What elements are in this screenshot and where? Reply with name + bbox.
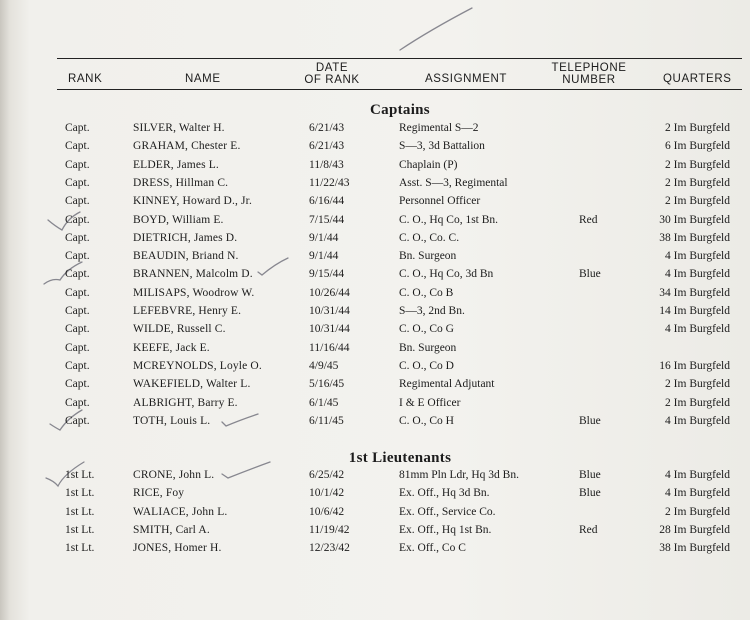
assignment-cell: Regimental S—2 bbox=[399, 122, 479, 134]
date-of-rank-cell: 11/22/43 bbox=[309, 176, 350, 189]
quarters-cell: 4 Im Burgfeld bbox=[665, 487, 730, 500]
date-of-rank-cell: 9/1/44 bbox=[309, 231, 339, 244]
assignment-cell: S—3, 3d Battalion bbox=[399, 140, 485, 153]
name-cell: SMITH, Carl A. bbox=[133, 523, 210, 536]
telephone-cell: Blue bbox=[579, 487, 601, 500]
section-title: Captains bbox=[370, 102, 430, 118]
date-of-rank-cell: 6/11/45 bbox=[309, 414, 344, 427]
assignment-cell: S—3, 2nd Bn. bbox=[399, 305, 465, 317]
header-bottom-rule bbox=[57, 89, 742, 90]
quarters-cell: 30 Im Burgfeld bbox=[659, 213, 730, 226]
assignment-cell: Asst. S—3, Regimental bbox=[399, 176, 508, 189]
rank-cell: 1st Lt. bbox=[65, 523, 95, 536]
rank-cell: Capt. bbox=[65, 176, 90, 189]
assignment-cell: Ex. Off., Service Co. bbox=[399, 505, 496, 518]
assignment-cell: Bn. Surgeon bbox=[399, 250, 457, 263]
assignment-cell: Ex. Off., Co C bbox=[399, 542, 466, 555]
assignment-cell: C. O., Hq Co, 1st Bn. bbox=[399, 213, 499, 226]
table-row bbox=[0, 232, 750, 250]
assignment-cell: C. O., Hq Co, 3d Bn bbox=[399, 268, 494, 281]
rank-cell: 1st Lt. bbox=[65, 469, 95, 481]
table-row bbox=[0, 177, 750, 195]
date-of-rank-cell: 6/25/42 bbox=[309, 469, 345, 481]
pencil-stroke-top bbox=[400, 8, 472, 50]
name-cell: MILISAPS, Woodrow W. bbox=[133, 286, 255, 299]
telephone-cell: Blue bbox=[579, 268, 601, 281]
table-row bbox=[0, 305, 750, 323]
table-row bbox=[0, 487, 750, 505]
table-row bbox=[0, 506, 750, 524]
date-of-rank-column-header: DATE OF RANK bbox=[304, 62, 360, 86]
table-row bbox=[0, 397, 750, 415]
assignment-cell: C. O., Co H bbox=[399, 414, 454, 427]
rank-cell: Capt. bbox=[65, 323, 90, 336]
table-row bbox=[0, 268, 750, 286]
header-top-rule bbox=[57, 58, 742, 59]
date-of-rank-cell: 6/1/45 bbox=[309, 396, 339, 409]
name-cell: TOTH, Louis L. bbox=[133, 414, 211, 427]
table-row bbox=[0, 360, 750, 378]
date-of-rank-cell: 10/31/44 bbox=[309, 323, 350, 336]
table-row bbox=[0, 469, 750, 487]
assignment-cell: C. O., Co B bbox=[399, 286, 454, 299]
rank-cell: 1st Lt. bbox=[65, 542, 95, 555]
rank-cell: Capt. bbox=[65, 341, 90, 354]
assignment-cell: Chaplain (P) bbox=[399, 158, 458, 171]
date-of-rank-cell: 6/21/43 bbox=[309, 140, 345, 153]
table-row bbox=[0, 214, 750, 232]
rank-cell: Capt. bbox=[65, 268, 90, 281]
quarters-cell: 28 Im Burgfeld bbox=[659, 523, 730, 536]
quarters-cell: 4 Im Burgfeld bbox=[665, 414, 730, 427]
name-cell: BRANNEN, Malcolm D. bbox=[133, 268, 253, 281]
quarters-cell: 14 Im Burgfeld bbox=[659, 305, 730, 317]
assignment-cell: Bn. Surgeon bbox=[399, 341, 457, 354]
assignment-column-header: ASSIGNMENT bbox=[425, 73, 508, 85]
assignment-cell: Ex. Off., Hq 3d Bn. bbox=[399, 487, 490, 500]
table-row bbox=[0, 342, 750, 360]
rank-cell: Capt. bbox=[65, 286, 90, 299]
date-of-rank-cell: 11/8/43 bbox=[309, 158, 344, 171]
rank-cell: Capt. bbox=[65, 122, 90, 134]
rank-cell: Capt. bbox=[65, 396, 90, 409]
rank-cell: Capt. bbox=[65, 213, 90, 226]
rank-cell: Capt. bbox=[65, 250, 90, 263]
name-cell: WALIACE, John L. bbox=[133, 505, 228, 518]
name-cell: LEFEBVRE, Henry E. bbox=[133, 305, 242, 317]
date-of-rank-cell: 9/1/44 bbox=[309, 250, 339, 263]
table-row bbox=[0, 159, 750, 177]
date-of-rank-cell: 5/16/45 bbox=[309, 378, 345, 391]
date-of-rank-cell: 10/1/42 bbox=[309, 487, 345, 500]
table-row bbox=[0, 524, 750, 542]
assignment-cell: C. O., Co D bbox=[399, 359, 454, 372]
name-cell: KINNEY, Howard D., Jr. bbox=[133, 195, 253, 208]
quarters-cell: 4 Im Burgfeld bbox=[665, 323, 730, 336]
date-of-rank-cell: 11/19/42 bbox=[309, 523, 350, 536]
date-of-rank-cell: 6/16/44 bbox=[309, 195, 345, 208]
table-row bbox=[0, 122, 750, 140]
name-cell: WILDE, Russell C. bbox=[133, 323, 226, 336]
rank-cell: Capt. bbox=[65, 359, 90, 372]
assignment-cell: C. O., Co. C. bbox=[399, 231, 460, 244]
date-of-rank-cell: 11/16/44 bbox=[309, 341, 350, 354]
name-cell: CRONE, John L. bbox=[133, 469, 215, 481]
table-row bbox=[0, 323, 750, 341]
rank-cell: Capt. bbox=[65, 158, 90, 171]
telephone-cell: Blue bbox=[579, 414, 601, 427]
name-cell: DIETRICH, James D. bbox=[133, 231, 238, 244]
section-title: 1st Lieutenants bbox=[348, 450, 452, 466]
date-of-rank-cell: 9/15/44 bbox=[309, 268, 345, 281]
name-cell: BEAUDIN, Briand N. bbox=[133, 250, 239, 263]
name-cell: ALBRIGHT, Barry E. bbox=[133, 396, 238, 409]
quarters-cell: 2 Im Burgfeld bbox=[665, 378, 730, 391]
table-row bbox=[0, 287, 750, 305]
name-cell: WAKEFIELD, Walter L. bbox=[133, 378, 251, 391]
quarters-cell: 4 Im Burgfeld bbox=[665, 469, 730, 481]
quarters-cell: 4 Im Burgfeld bbox=[665, 268, 730, 281]
quarters-cell: 34 Im Burgfeld bbox=[659, 286, 730, 299]
name-cell: BOYD, William E. bbox=[133, 213, 224, 226]
table-row bbox=[0, 378, 750, 396]
table-row bbox=[0, 195, 750, 213]
quarters-cell: 2 Im Burgfeld bbox=[665, 396, 730, 409]
name-cell: KEEFE, Jack E. bbox=[133, 341, 210, 354]
rank-cell: 1st Lt. bbox=[65, 505, 95, 518]
date-of-rank-cell: 10/6/42 bbox=[309, 505, 345, 518]
date-of-rank-cell: 10/31/44 bbox=[309, 305, 350, 317]
rank-cell: Capt. bbox=[65, 414, 90, 427]
quarters-cell: 4 Im Burgfeld bbox=[665, 250, 730, 263]
name-cell: ELDER, James L. bbox=[133, 158, 219, 171]
date-of-rank-cell: 10/26/44 bbox=[309, 286, 350, 299]
name-cell: RICE, Foy bbox=[133, 487, 185, 500]
name-cell: GRAHAM, Chester E. bbox=[133, 140, 241, 153]
table-row bbox=[0, 415, 750, 433]
table-row bbox=[0, 250, 750, 268]
name-cell: JONES, Homer H. bbox=[133, 542, 222, 555]
telephone-cell: Red bbox=[579, 523, 598, 536]
date-of-rank-cell: 4/9/45 bbox=[309, 359, 339, 372]
table-row bbox=[0, 542, 750, 560]
assignment-cell: C. O., Co G bbox=[399, 323, 454, 336]
name-cell: DRESS, Hillman C. bbox=[133, 176, 229, 189]
date-of-rank-cell: 12/23/42 bbox=[309, 542, 350, 555]
quarters-cell: 2 Im Burgfeld bbox=[665, 176, 730, 189]
name-column-header: NAME bbox=[185, 73, 221, 85]
rank-cell: Capt. bbox=[65, 140, 90, 153]
date-of-rank-cell: 6/21/43 bbox=[309, 122, 345, 134]
telephone-cell: Blue bbox=[579, 469, 601, 481]
quarters-cell: 38 Im Burgfeld bbox=[659, 231, 730, 244]
assignment-cell: Personnel Officer bbox=[399, 195, 481, 208]
telephone-number-column-header: TELEPHONE NUMBER bbox=[551, 62, 627, 86]
rank-column-header: RANK bbox=[68, 73, 103, 85]
assignment-cell: 81mm Pln Ldr, Hq 3d Bn. bbox=[399, 469, 519, 481]
quarters-cell: 2 Im Burgfeld bbox=[665, 122, 730, 134]
assignment-cell: Regimental Adjutant bbox=[399, 378, 495, 391]
rank-cell: 1st Lt. bbox=[65, 487, 95, 500]
quarters-cell: 16 Im Burgfeld bbox=[659, 359, 730, 372]
quarters-cell: 38 Im Burgfeld bbox=[659, 542, 730, 555]
quarters-cell: 2 Im Burgfeld bbox=[665, 195, 730, 208]
name-cell: SILVER, Walter H. bbox=[133, 122, 225, 134]
name-cell: MCREYNOLDS, Loyle O. bbox=[133, 359, 262, 372]
quarters-cell: 2 Im Burgfeld bbox=[665, 158, 730, 171]
rank-cell: Capt. bbox=[65, 195, 90, 208]
table-row bbox=[0, 140, 750, 158]
quarters-cell: 6 Im Burgfeld bbox=[665, 140, 730, 153]
rank-cell: Capt. bbox=[65, 305, 90, 317]
assignment-cell: Ex. Off., Hq 1st Bn. bbox=[399, 523, 492, 536]
date-of-rank-cell: 7/15/44 bbox=[309, 213, 345, 226]
telephone-cell: Red bbox=[579, 213, 598, 226]
assignment-cell: I & E Officer bbox=[399, 396, 461, 409]
rank-cell: Capt. bbox=[65, 378, 90, 391]
quarters-cell: 2 Im Burgfeld bbox=[665, 505, 730, 518]
quarters-column-header: QUARTERS bbox=[663, 73, 732, 85]
rank-cell: Capt. bbox=[65, 231, 90, 244]
